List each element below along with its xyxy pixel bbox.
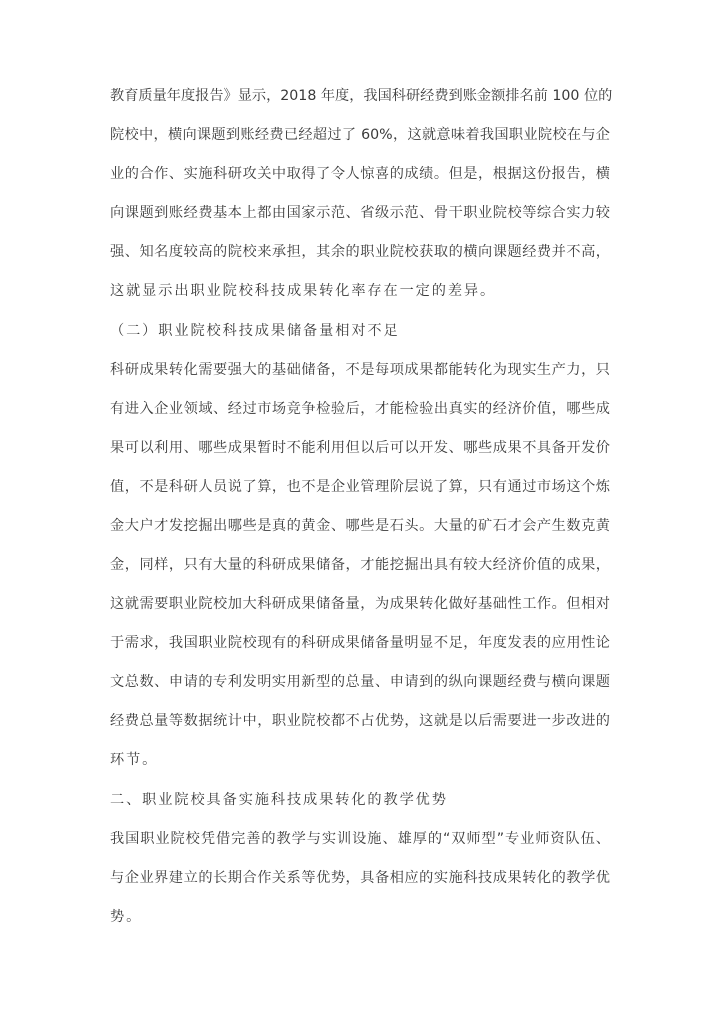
paragraph-line: 文总数、申请的专利发明实用新型的总量、申请到的纵向课题经费与横向课题 [110, 674, 610, 690]
paragraph-line: 科研成果转化需要强大的基础储备，不是每项成果都能转化为现实生产力，只 [110, 362, 610, 378]
paragraph-line: 金，同样，只有大量的科研成果储备，才能挖掘出具有较大经济价值的成果， [110, 557, 610, 573]
paragraph-line: 这就需要职业院校加大科研成果储备量，为成果转化做好基础性工作。但相对 [110, 596, 610, 612]
paragraph-line: 环节。 [110, 752, 159, 768]
paragraph-line: 强、知名度较高的院校来承担，其余的职业院校获取的横向课题经费并不高， [110, 244, 610, 260]
paragraph-line: 经费总量等数据统计中，职业院校都不占优势，这就是以后需要进一步改进的 [110, 713, 610, 729]
paragraph-line: 向课题到账经费基本上都由国家示范、省级示范、骨干职业院校等综合实力较 [110, 205, 610, 221]
paragraph-line: 院校中，横向课题到账经费已经超过了 60%，这就意味着我国职业院校在与企 [110, 127, 610, 143]
paragraph-line: 这就显示出职业院校科技成果转化率存在一定的差异。 [110, 283, 497, 299]
paragraph-line: 势。 [110, 909, 143, 925]
paragraph-line: 值，不是科研人员说了算，也不是企业管理阶层说了算，只有通过市场这个炼 [110, 479, 610, 495]
paragraph-line: 于需求，我国职业院校现有的科研成果储备量明显不足，年度发表的应用性论 [110, 635, 610, 651]
section-heading: 二、职业院校具备实施科技成果转化的教学优势 [110, 792, 448, 808]
paragraph-line: 有进入企业领域、经过市场竞争检验后，才能检验出真实的经济价值，哪些成 [110, 401, 610, 417]
paragraph-line: 与企业界建立的长期合作关系等优势，具备相应的实施科技成果转化的教学优 [110, 870, 610, 886]
paragraph-line: 金大户才发挖掘出哪些是真的黄金、哪些是石头。大量的矿石才会产生数克黄 [110, 518, 610, 534]
section-heading: （二）职业院校科技成果储备量相对不足 [110, 323, 400, 339]
paragraph-line: 教育质量年度报告》显示，2018 年度，我国科研经费到账金额排名前 100 位的 [110, 88, 613, 104]
paragraph-line: 我国职业院校凭借完善的教学与实训设施、雄厚的“双师型”专业师资队伍、 [110, 831, 610, 847]
paragraph-line: 果可以利用、哪些成果暂时不能利用但以后可以开发、哪些成果不具备开发价 [110, 440, 610, 456]
paragraph-line: 业的合作、实施科研攻关中取得了令人惊喜的成绩。但是，根据这份报告，横 [110, 166, 610, 182]
